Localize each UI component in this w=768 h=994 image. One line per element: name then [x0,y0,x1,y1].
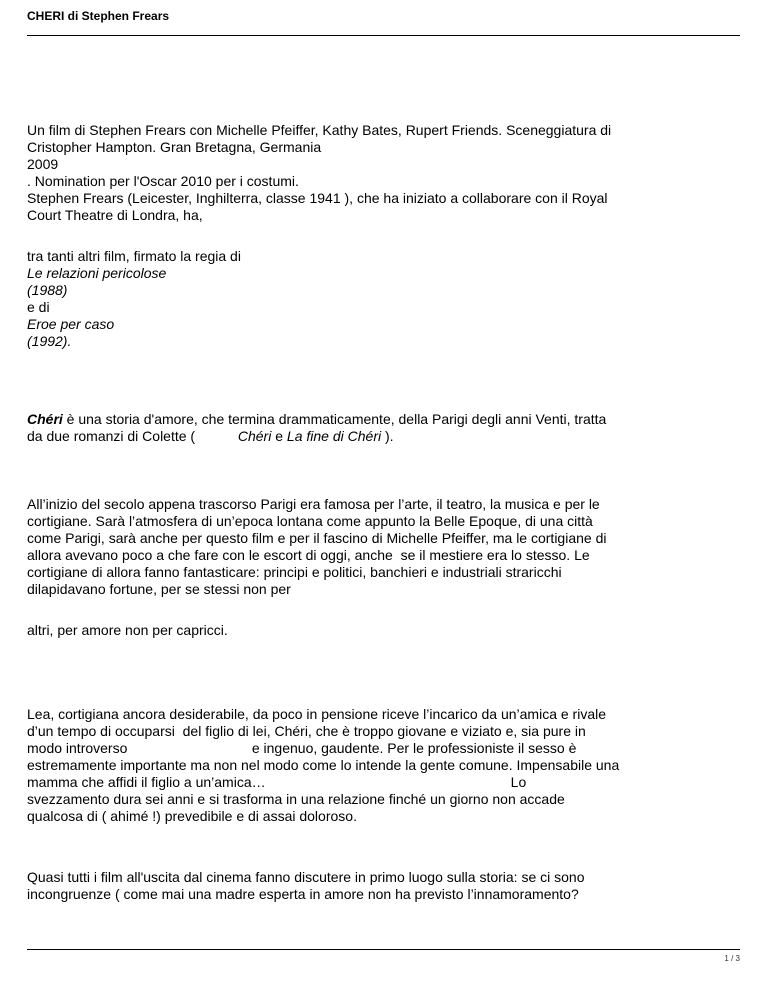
intro-line: 2009 [27,156,59,172]
films-line: tra tanti altri film, firmato la regia di [27,248,241,264]
paris-line: altri, per amore non per capricci. [27,622,228,638]
paris-line: dilapidavano fortune, per se stessi non per [27,581,291,597]
intro-line: Cristopher Hampton. Gran Bretagna, Germania [27,139,322,155]
film-title: Eroe per caso [27,316,115,332]
intro-line: . Nomination per l'Oscar 2010 per i costumi. [27,173,299,189]
lea-paragraph [27,706,747,825]
paris-line: All’inizio del secolo appena trascorso Parigi era famosa per l’arte, il teatro, la musica e per le [27,496,600,512]
discussion-line: incongruenze ( come mai una madre esperta in amore non ha previsto l’innamoramento? [27,886,579,902]
paris-line: allora avevano poco a che fare con le escort di oggi, anche se il mestiere era lo stesso. Le [27,547,590,563]
intro-line: Stephen Frears (Leicester, Inghilterra, classe 1941 ), che ha iniziato a collaborare con il Royal [27,190,608,206]
film-title: Le relazioni pericolose [27,265,167,281]
paris-paragraph-end [27,622,747,639]
header-divider [27,35,740,36]
discussion-line: Quasi tutti i film all'uscita dal cinema fanno discutere in primo luogo sulla storia: se ci sono [27,869,585,885]
intro-line: Court Theatre di Londra, ha, [27,207,203,223]
film-year: (1992). [27,333,72,349]
page-header-title: CHERI di Stephen Frears [27,9,170,23]
cheri-title: Chéri [27,411,63,427]
lea-line: Lea, cortigiana ancora desiderabile, da poco in pensione riceve l’incarico da un’amica e rivale [27,706,607,722]
paris-line: cortigiane di allora fanno fantasticare: principi e politici, banchieri e industriali straricchi [27,564,562,580]
lea-line: svezzamento dura sei anni e si trasforma in una relazione finché un giorno non accade [27,791,565,807]
page-number: 1 / 3 [724,954,740,963]
films-connector: e di [27,299,50,315]
cheri-text: è una storia d'amore, che termina drammaticamente, della Parigi degli anni Venti, tratta [62,411,607,427]
cheri-text: e [271,428,287,444]
cheri-paragraph [27,411,747,445]
cheri-text: da due romanzi di Colette ( [27,428,238,444]
lea-line: d’un tempo di occuparsi del figlio di lei, Chéri, che è troppo giovane e viziato e, sia pure in [27,723,586,739]
intro-paragraph [27,122,747,224]
lea-line: estremamente importante ma non nel modo come lo intende la gente comune. Impensabile una [27,757,620,773]
paris-paragraph [27,496,747,598]
lea-line: mamma che affidi il figlio a un’amica… Lo [27,774,527,790]
book-title: La fine di Chéri [286,428,382,444]
lea-line: qualcosa di ( ahimé !) prevedibile e di assai doloroso. [27,808,357,824]
cheri-text: ). [381,428,394,444]
intro-line: Un film di Stephen Frears con Michelle Pfeiffer, Kathy Bates, Rupert Friends. Sceneggiatura di [27,122,612,138]
paris-line: come Parigi, sarà anche per questo film e per il fascino di Michelle Pfeiffer, ma le cortigiane di [27,530,607,546]
book-title: Chéri [237,428,272,444]
lea-line: modo introverso e ingenuo, gaudente. Per le professioniste il sesso è [27,740,577,756]
films-paragraph [27,248,747,350]
footer-divider [27,949,740,950]
paris-line: cortigiane. Sarà l’atmosfera di un’epoca lontana come appunto la Belle Epoque, di una città [27,513,593,529]
discussion-paragraph [27,869,747,903]
film-year: (1988) [27,282,68,298]
